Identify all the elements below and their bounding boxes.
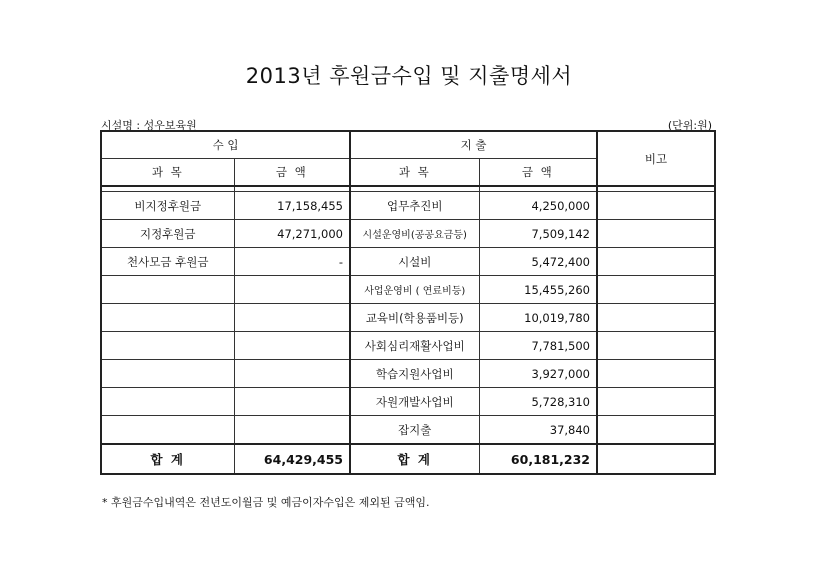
table-row [101,332,715,360]
expense-item-header: 과 목 [350,159,479,187]
income-amount-cell: - [234,248,350,276]
income-amount-cell [234,416,350,445]
expense-amount-header: 금 액 [479,159,597,187]
remarks-cell [597,248,715,276]
expense-item-cell: 교육비(학용품비등) [350,304,479,332]
expense-total-amount: 60,181,232 [479,444,597,474]
total-row [101,444,715,474]
expense-item-cell: 시설비 [350,248,479,276]
header-row-sections [101,131,715,159]
income-item-cell: 천사모금 후원금 [101,248,234,276]
table-row [101,192,715,220]
expense-amount-cell: 15,455,260 [479,276,597,304]
unit-label: (단위:원) [667,119,712,132]
income-amount-cell [234,332,350,360]
income-item-cell [101,360,234,388]
expense-total-label: 합 계 [350,444,479,474]
expense-amount-cell: 7,509,142 [479,220,597,248]
remarks-cell [597,388,715,416]
remarks-cell [597,276,715,304]
expense-item-cell: 학습지원사업비 [350,360,479,388]
income-item-cell [101,276,234,304]
income-amount-cell [234,388,350,416]
income-amount-cell: 47,271,000 [234,220,350,248]
income-total-amount: 64,429,455 [234,444,350,474]
remarks-cell [597,360,715,388]
expense-amount-cell: 5,728,310 [479,388,597,416]
remarks-cell [597,304,715,332]
document-title: 2013년 후원금수입 및 지출명세서 [245,64,573,88]
income-amount-cell [234,360,350,388]
income-total-label: 합 계 [101,444,234,474]
table-row [101,220,715,248]
expense-item-cell: 시설운영비(공공요금등) [350,220,479,248]
expense-item-cell: 잡지출 [350,416,479,445]
income-item-cell [101,416,234,445]
expense-item-cell: 업무추진비 [350,192,479,220]
total-remarks-cell [597,444,715,474]
expense-item-cell: 사업운영비 ( 연료비등) [350,276,479,304]
facility-name: 시설명 : 성우보육원 [101,119,197,132]
expense-amount-cell: 10,019,780 [479,304,597,332]
remarks-cell [597,192,715,220]
table-row [101,360,715,388]
table-row [101,416,715,445]
income-amount-cell [234,304,350,332]
expense-amount-cell: 37,840 [479,416,597,445]
expense-amount-cell: 5,472,400 [479,248,597,276]
remarks-cell [597,416,715,445]
donation-ledger-table [100,130,716,475]
income-item-cell: 지정후원금 [101,220,234,248]
income-item-cell [101,332,234,360]
income-amount-cell [234,276,350,304]
expense-item-cell: 사회심리재활사업비 [350,332,479,360]
income-item-cell [101,304,234,332]
income-section-header: 수 입 [101,131,350,159]
remarks-cell [597,332,715,360]
expense-amount-cell: 4,250,000 [479,192,597,220]
table-row [101,304,715,332]
table-row [101,276,715,304]
income-item-cell: 비지정후원금 [101,192,234,220]
table-row [101,248,715,276]
remarks-cell [597,220,715,248]
table-row [101,388,715,416]
income-item-header: 과 목 [101,159,234,187]
income-amount-header: 금 액 [234,159,350,187]
income-amount-cell: 17,158,455 [234,192,350,220]
income-item-cell [101,388,234,416]
expense-section-header: 지 출 [350,131,597,159]
expense-item-cell: 자원개발사업비 [350,388,479,416]
expense-amount-cell: 7,781,500 [479,332,597,360]
expense-amount-cell: 3,927,000 [479,360,597,388]
footnote: * 후원금수입내역은 전년도이월금 및 예금이자수입은 제외된 금액임. [102,496,430,509]
remarks-header: 비고 [597,131,715,186]
